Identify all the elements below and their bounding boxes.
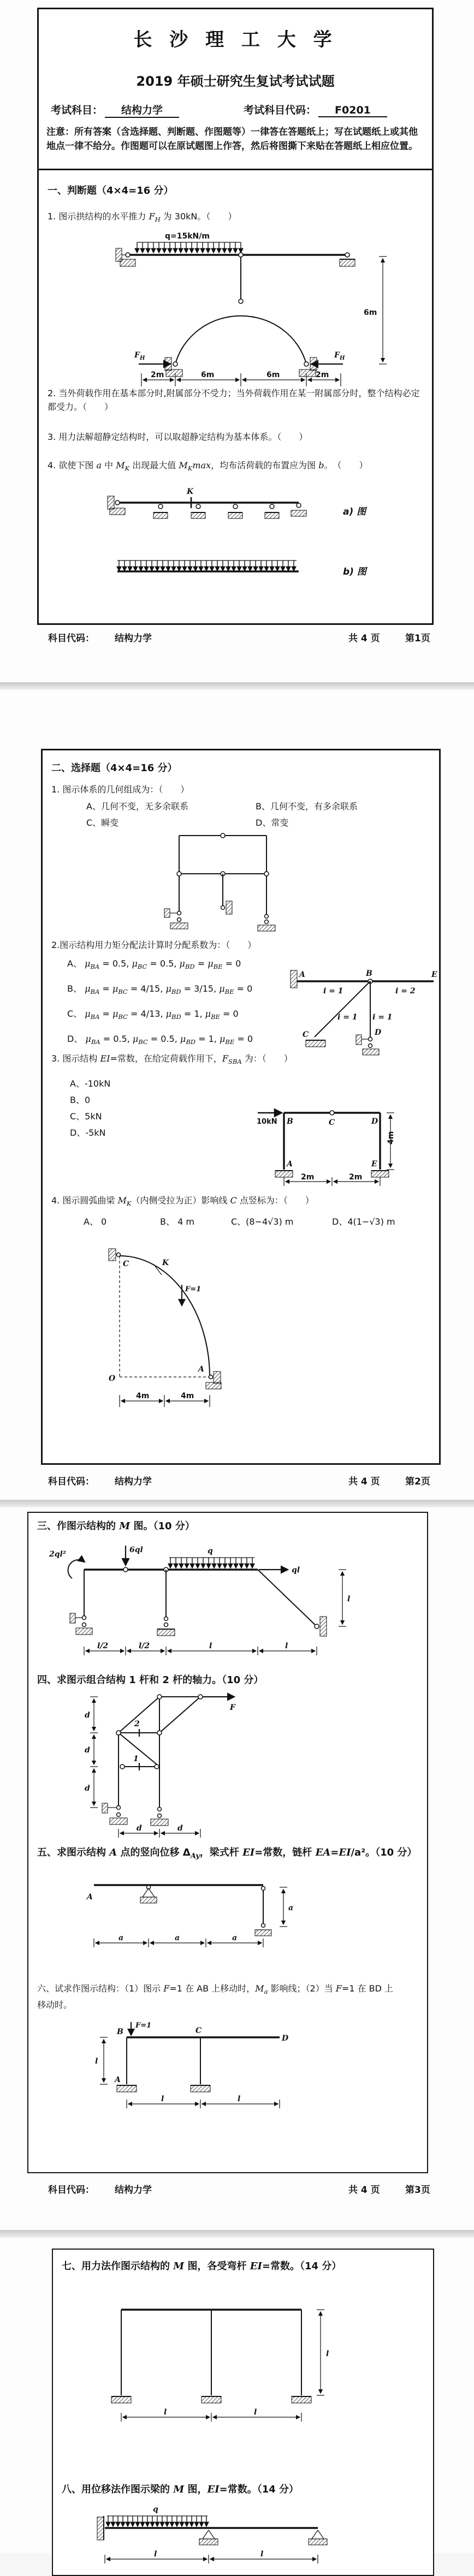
f5-a4: a	[288, 1904, 294, 1912]
q2-4-option-c: C、(8−4√3) m	[231, 1217, 294, 1227]
arch-rib	[173, 316, 309, 366]
arc-d1: 4m	[136, 1392, 150, 1400]
f6-load	[131, 2022, 151, 2035]
q2-1-option-d: D、常变	[256, 818, 289, 828]
arch-dimensions	[141, 257, 387, 386]
pf-load	[257, 1113, 282, 1126]
page-1-border	[37, 8, 434, 625]
f8-members	[97, 2516, 318, 2540]
q2-2-option-b: B、 $\mu_{BA} = \mu_{BC} = 4/15$, $\mu_{BD} = 3/15$, $\mu_{BE} = 0$	[67, 983, 253, 996]
f3-moment-label: 2ql²	[49, 1550, 66, 1559]
arch-rise-dim: 6m	[364, 308, 377, 317]
question-2-1: 1. 图示体系的几何组成为：（ ）	[51, 784, 189, 795]
question-1-4: 4. 欲使下图 a 中 $M_K$ 出现最大值 $M_K\max$，均布活荷载的布置应为图 b。 （ ）	[48, 460, 368, 473]
page-4-border	[52, 2249, 434, 2576]
footer-total-pages-2: 共 4 页	[348, 1476, 380, 1487]
question-6-title-line2: 移动时。	[37, 2000, 73, 2010]
f6-supports	[117, 2085, 210, 2092]
f5-a1: a	[118, 1934, 124, 1942]
section-2-title: 二、选择题（4×4=16 分）	[51, 762, 177, 774]
f4-supports	[102, 1803, 168, 1826]
thrust-label-left	[134, 351, 145, 361]
f8-supports	[199, 2530, 327, 2545]
f3-ql-label: ql	[292, 1566, 300, 1575]
page-1	[37, 8, 434, 625]
f6-members	[127, 2037, 280, 2084]
q2-1-option-b: B、几何不变，有多余联系	[256, 801, 358, 812]
page-4	[52, 2249, 434, 2576]
footer-label-3: 科目代码：	[48, 2185, 94, 2196]
f3-d4: l	[285, 1642, 288, 1650]
arch-load-label: q=15kN/m	[165, 232, 210, 241]
stiffness-ab: i = 1	[323, 987, 343, 995]
f6-c: C	[195, 2026, 202, 2035]
exam-subtitle: 2019 年硕士研究生复试考试试题	[136, 74, 335, 89]
pf-w1: 2m	[301, 1173, 315, 1182]
node-b-label: B	[366, 969, 372, 978]
f3-point-load	[126, 1546, 143, 1565]
f3-d1: l/2	[97, 1642, 109, 1650]
f4-force-label: F	[230, 1703, 235, 1712]
f6-d: D	[282, 2034, 289, 2043]
fig-moment-distribution	[287, 959, 446, 1055]
university-title: 长 沙 理 工 大 学	[133, 29, 337, 51]
f6-b: B	[117, 2028, 123, 2036]
f7-h: l	[326, 2350, 329, 2358]
f5-a3: a	[232, 1934, 238, 1942]
pf-d: D	[371, 1117, 378, 1126]
page-3-border	[27, 1512, 428, 2173]
fh-sym-r: F	[334, 351, 340, 360]
thrust-label-right	[334, 351, 345, 361]
q2-3-option-a: A、-10kN	[70, 1078, 111, 1089]
page-2-border	[41, 749, 441, 1465]
footer-subject-2: 结构力学	[115, 1476, 152, 1487]
page-separator-2	[0, 1500, 474, 1507]
page-1-footer	[0, 630, 474, 647]
subject-value: 结构力学	[105, 102, 179, 118]
f4-d-v2: d	[85, 1746, 90, 1755]
code-value: F0201	[318, 104, 387, 117]
q2-2-option-c: C、 $\mu_{BA} = \mu_{BC} = 4/13$, $\mu_{BD} = 1$, $\mu_{BE} = 0$	[67, 1009, 239, 1021]
footer-page-number: 第1页	[405, 633, 430, 644]
f6-labels	[114, 2026, 289, 2084]
beam-b-load	[117, 560, 299, 571]
page-2	[41, 749, 441, 1465]
code-label: 考试科目代码：	[244, 104, 317, 116]
point-k-label: K	[187, 487, 194, 496]
q2-3-option-d: D、-5kN	[70, 1128, 106, 1138]
f3-supports	[70, 1613, 327, 1636]
footer-total-pages: 共 4 页	[348, 633, 380, 644]
pf-b: B	[287, 1117, 293, 1126]
node-a-label: A	[299, 970, 305, 979]
question-2-4: 4. 图示圆弧曲梁 $M_K$（内侧受拉为正）影响线 C 点竖标为：（ ）	[51, 1195, 314, 1208]
arc-d2: 4m	[181, 1392, 194, 1400]
node-c-label: C	[303, 1030, 309, 1039]
f4-d-h1: d	[137, 1824, 142, 1833]
fig-circular-arc-beam	[100, 1238, 258, 1426]
header-divider	[38, 169, 432, 170]
q2-4-option-b: B、 4 m	[160, 1217, 194, 1227]
stiffness-bd: i = 1	[372, 1013, 393, 1022]
pf-c: C	[329, 1118, 335, 1127]
f6-f-label: F=1	[135, 2022, 152, 2030]
arc-member	[120, 1256, 210, 1377]
fig-displacement-method-beam	[83, 2502, 345, 2573]
q2-1-option-a: A、几何不变，无多余联系	[86, 801, 188, 812]
fh-sym: F	[134, 351, 140, 360]
question-3-title: 三、作图示结构的 M 图。（10 分）	[37, 1520, 195, 1532]
fig-portal-frame	[256, 1081, 403, 1188]
fh-sub-r: H	[339, 355, 345, 361]
node-e-label: E	[431, 970, 437, 979]
footer-page-number-3: 第3页	[405, 2185, 430, 2196]
arch-dim-2: 6m	[201, 371, 215, 379]
page-3-footer	[0, 2182, 474, 2198]
arc-f-label: F=1	[185, 1285, 202, 1293]
question-6-title-line1: 六、试求作图示结构：（1）图示 F=1 在 AB 上移动时，$M_a$ 影响线；（2）当 F=1 在 BD 上	[37, 1983, 394, 1996]
page-2-footer	[0, 1474, 474, 1490]
fig-beam-with-link	[75, 1862, 310, 1963]
stiffness-be: i = 2	[395, 987, 416, 995]
f7-dimensions	[121, 2310, 329, 2422]
f7-w1: l	[164, 2408, 167, 2417]
f3-distributed-load	[169, 1547, 254, 1568]
q2-3-option-b: B、0	[70, 1095, 91, 1105]
question-1-1: 1. 图示拱结构的水平推力 $F_H$ 为 30kN。（ ）	[48, 211, 237, 224]
f6-a: A	[115, 2076, 121, 2084]
arch-dim-4: 2m	[316, 371, 329, 379]
pf-load-label: 10kN	[257, 1118, 277, 1126]
arch-dim-3: 6m	[266, 371, 280, 379]
q2-4-option-d: D、4(1−√3) m	[332, 1217, 395, 1227]
arc-c-label: C	[123, 1260, 129, 1268]
fig-frame-m-diagram	[45, 1536, 383, 1664]
f3-d3: l	[209, 1642, 212, 1650]
f3-members	[84, 1566, 317, 1626]
pf-e: E	[371, 1160, 377, 1168]
notice-text: 注意：所有答案（含选择题、判断题、作图题等）一律答在答题纸上；写在试题纸上或其他地点一律不给分。作图题可以在原试题图上作答，然后将图撕下来贴在答题纸上相应位置。	[46, 127, 418, 152]
pf-labels	[286, 1117, 378, 1168]
f7-supports	[111, 2396, 311, 2403]
q2-4-option-a: A、 0	[84, 1217, 107, 1227]
arc-o-label: O	[109, 1374, 116, 1383]
page-separator-3	[0, 2230, 474, 2238]
f3-q-label: q	[208, 1547, 213, 1555]
fig-influence-line-frame	[88, 2018, 307, 2116]
fig-live-load-b	[91, 546, 407, 586]
subject-label: 考试科目：	[51, 104, 103, 116]
footer-total-pages-3: 共 4 页	[348, 2185, 380, 2196]
figure-b-caption: b) 图	[343, 567, 366, 577]
beam-a-roller-supports	[153, 503, 306, 518]
q2-2-option-d: D、 $\mu_{BA} = 0.5$, $\mu_{BC} = 0.5$, $\mu_{BD} = 1$, $\mu_{BE} = 0$	[67, 1034, 253, 1046]
fig-geometric-system	[155, 830, 297, 937]
f5-members	[86, 1885, 265, 1928]
f8-distributed-load	[107, 2505, 208, 2526]
arc-k-label: K	[162, 1259, 169, 1267]
footer-page-number-2: 第2页	[405, 1476, 430, 1487]
exam-info-row	[51, 102, 423, 118]
fig-composite-truss	[69, 1685, 255, 1840]
section-1-title: 一、判断题（4×4=16 分）	[48, 185, 174, 196]
f4-members	[116, 1695, 236, 1808]
frame-supports	[164, 901, 275, 931]
q2-2-option-a: A、 $\mu_{BA} = 0.5$, $\mu_{BC} = 0.5$, $\mu_{BD} = \mu_{BE} = 0$	[67, 958, 241, 971]
node-d-label: D	[375, 1028, 382, 1037]
fig-force-method-frame	[91, 2280, 342, 2443]
q2-3-option-c: C、5kN	[70, 1111, 102, 1122]
f5-a-label: A	[87, 1893, 93, 1901]
page-3	[27, 1512, 428, 2173]
question-2-3: 3. 图示结构 EI=常数，在给定荷载作用下，$F_{SBA}$ 为：（ ）	[51, 1053, 293, 1066]
frame-members	[177, 833, 269, 915]
f5-supports	[140, 1886, 271, 1936]
pf-height-dim: 4m	[387, 1131, 395, 1144]
arc-unit-load	[182, 1285, 201, 1305]
f8-dimensions	[105, 2550, 318, 2563]
arch-deck-beam	[126, 253, 349, 303]
q2-1-option-c: C、瞬变	[86, 818, 119, 828]
arc-axes	[109, 1256, 210, 1383]
f6-h: l	[95, 2057, 98, 2066]
f3-force-label: 6ql	[129, 1546, 143, 1554]
footer-label: 科目代码：	[48, 633, 94, 644]
pf-supports	[275, 1171, 389, 1177]
f6-dimensions	[95, 2037, 280, 2108]
arch-dim-1: 2m	[151, 371, 164, 379]
arc-dimensions	[120, 1392, 210, 1407]
page-separator-1	[0, 682, 474, 690]
f4-d-v3: d	[85, 1784, 90, 1793]
md-members	[291, 970, 434, 1037]
question-4-title: 四、求图示组合结构 1 杆和 2 杆的轴力。（10 分）	[37, 1674, 264, 1686]
f4-bar2-label: 2	[134, 1720, 140, 1728]
f6-l1: l	[161, 2095, 164, 2103]
footer-subject-3: 结构力学	[115, 2185, 152, 2196]
f3-d2: l/2	[139, 1642, 150, 1650]
f3-h: l	[347, 1595, 351, 1603]
f4-d-h2: d	[177, 1824, 183, 1833]
fh-sub: H	[139, 355, 145, 361]
footer-label-2: 科目代码：	[48, 1476, 94, 1487]
pf-a: A	[287, 1160, 293, 1168]
f8-q-label: q	[153, 2505, 158, 2514]
fig-arch-q1	[63, 230, 418, 391]
question-1-2: 2. 当外荷载作用在基本部分时,附属部分不受力；当外荷载作用在某一附属部分时，整个结构必定都受力。（ ）	[48, 388, 420, 412]
footer-subject: 结构力学	[115, 633, 152, 644]
question-8-title: 八、用位移法作图示梁的 M 图，EI=常数。（14 分）	[62, 2484, 299, 2495]
md-labels	[298, 969, 437, 1039]
f8-w1: l	[154, 2550, 157, 2559]
f6-l2: l	[238, 2095, 241, 2103]
f7-w2: l	[254, 2408, 257, 2417]
arc-support-a	[206, 1372, 221, 1389]
f4-d-v1: d	[85, 1711, 90, 1720]
fig-continuous-beam-a	[91, 481, 407, 545]
f5-a2: a	[175, 1934, 180, 1942]
f8-w2: l	[260, 2550, 264, 2559]
figure-a-caption: a) 图	[343, 506, 366, 517]
question-1-3: 3. 用力法解超静定结构时，可以取超静定结构为基本体系。（ ）	[48, 432, 308, 442]
arc-support-c	[109, 1249, 129, 1268]
f4-bar1-label: 1	[133, 1755, 139, 1763]
arch-distributed-load	[137, 232, 241, 253]
question-5-title: 五、求图示结构 A 点的竖向位移 $\Delta_{Ay}$，梁式杆 EI=常数，链杆 EA=EI/a²。（10 分）	[37, 1847, 417, 1861]
f3-moment-load	[49, 1550, 85, 1578]
pf-w2: 2m	[349, 1173, 363, 1182]
stiffness-bc: i = 1	[337, 1013, 358, 1022]
question-7-title: 七、用力法作图示结构的 M 图，各受弯杆 EI=常数。（14 分）	[62, 2261, 342, 2272]
arc-a-label: A	[198, 1365, 204, 1374]
question-2-2: 2.图示结构用力矩分配法计算时分配系数为：（ ）	[51, 940, 257, 950]
f7-members	[121, 2310, 301, 2395]
beam-a-left-support	[108, 496, 125, 515]
f3-dimensions	[84, 1570, 350, 1655]
